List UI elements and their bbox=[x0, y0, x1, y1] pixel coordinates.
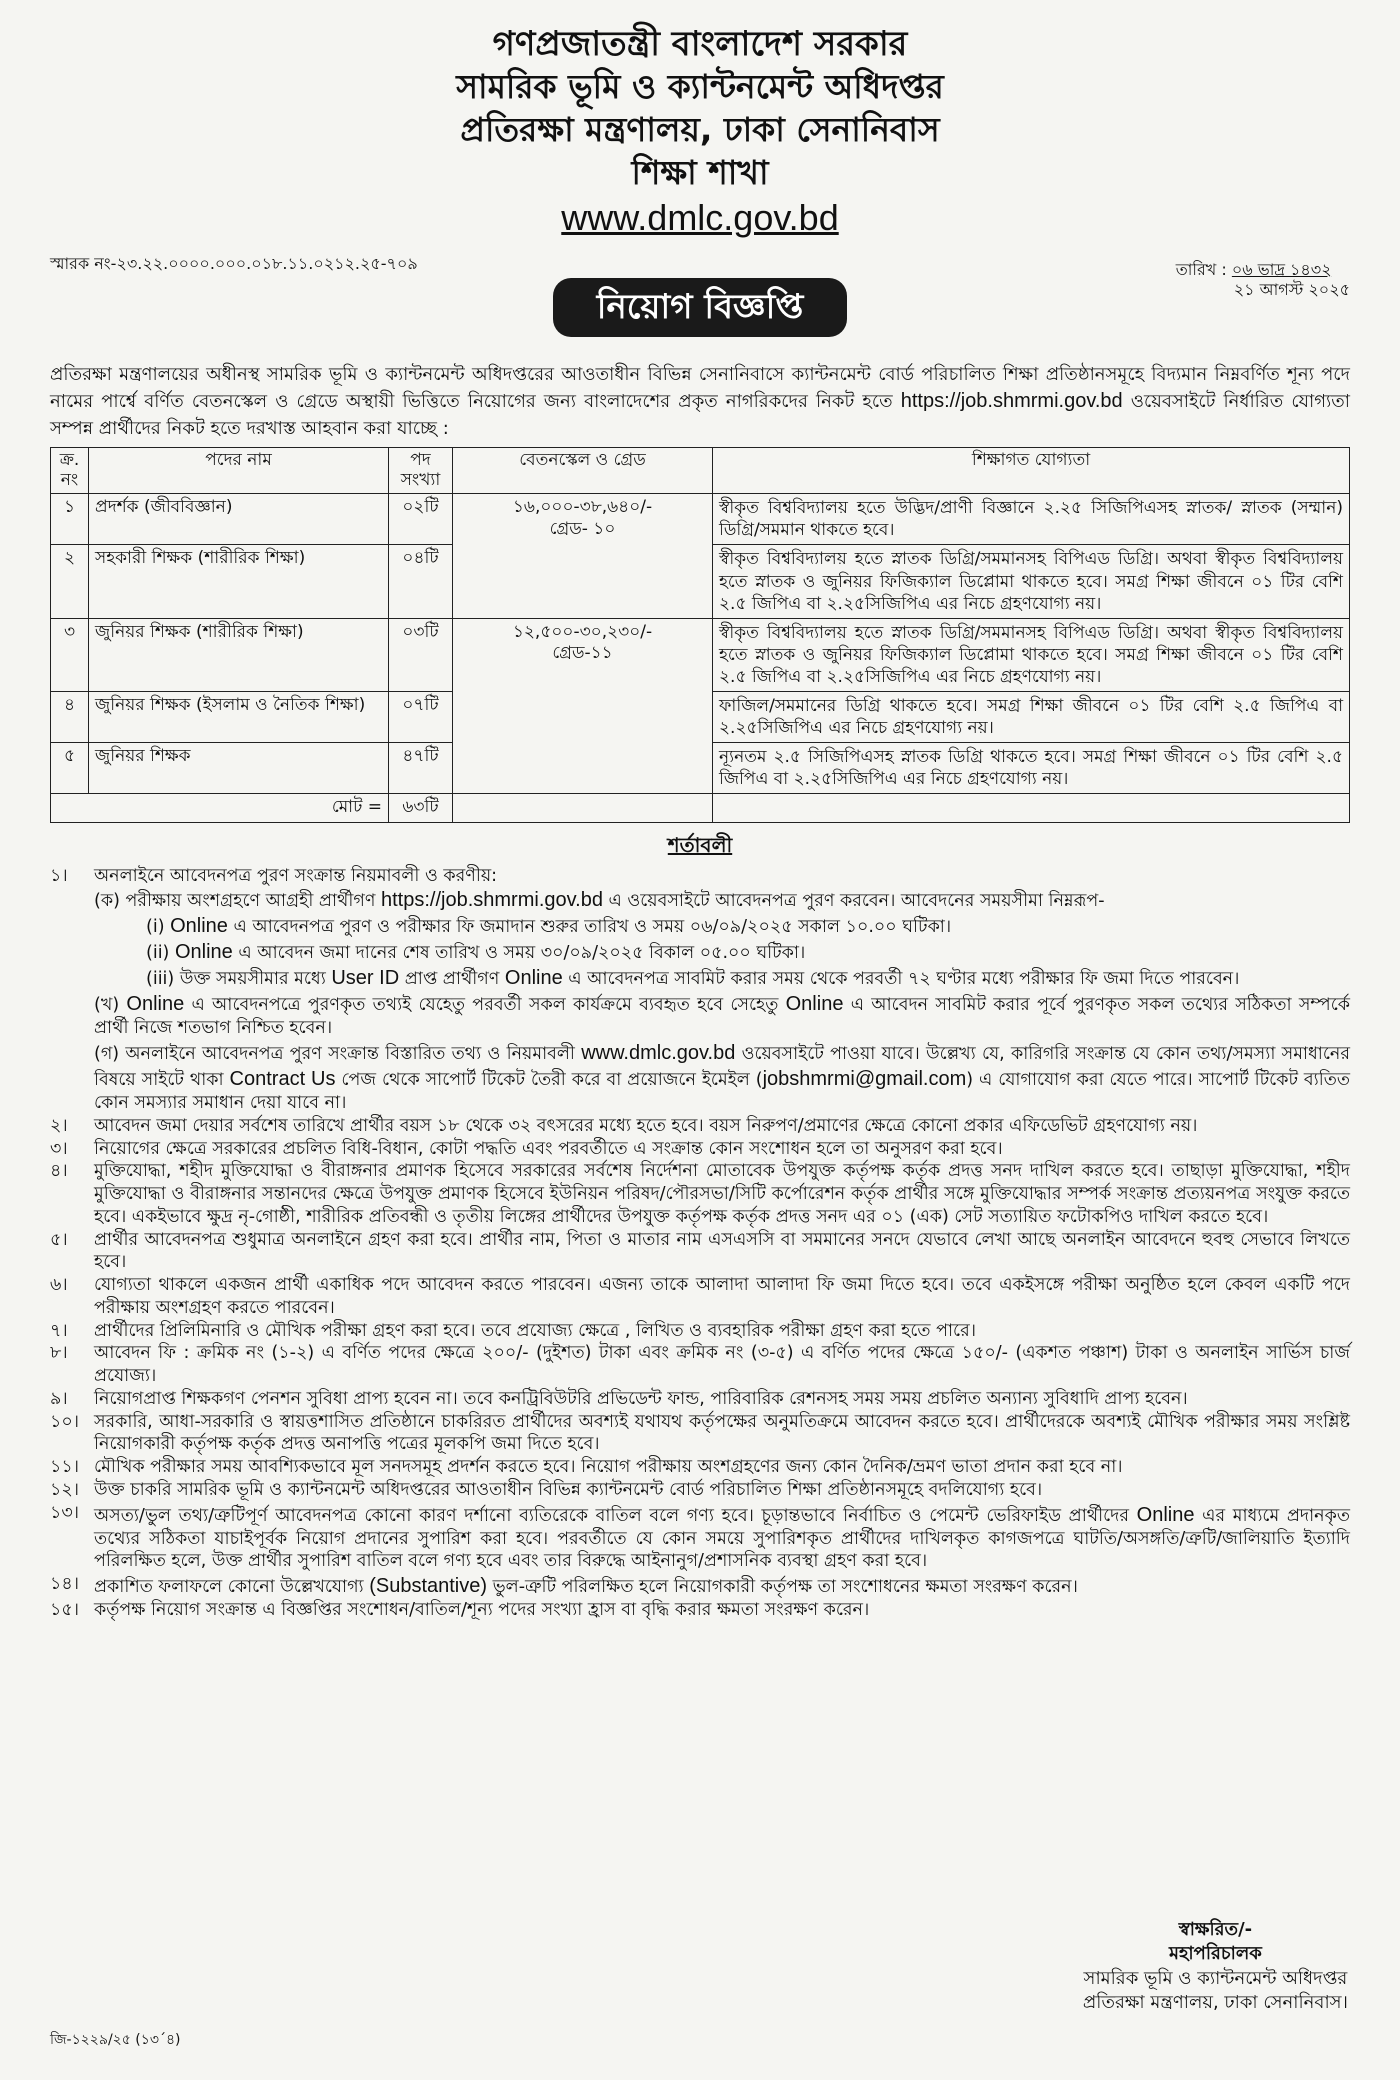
total-empty-scale bbox=[453, 794, 713, 823]
signed-mark: স্বাক্ষরিত/- bbox=[1178, 1919, 1253, 1940]
subitem-text: এ আবেদন জমা দানের শেষ তারিখ ও সময় ৩০/০৯/২০২৫ বিকাল ০৫.০০ ঘটিকা। bbox=[232, 943, 806, 964]
row-post: সহকারী শিক্ষক (শারীরিক শিক্ষা) bbox=[89, 545, 389, 618]
condition-text: মৌখিক পরীক্ষার সময় আবশ্যিকভাবে মূল সনদসমূহ প্রদর্শন করতে হবে। নিয়োগ পরীক্ষায় অংশগ্রহণের জন্য কোন দৈনিক/ভ্রমণ ভাতা প্রদান করা হবে না। bbox=[94, 1457, 1123, 1478]
support-email[interactable]: jobshmrmi@gmail.com bbox=[762, 1068, 967, 1091]
condition-text: আবেদন জমা দেয়ার সর্বশেষ তারিখে প্রার্থীর বয়স ১৮ থেকে ৩২ বৎসরের মধ্যে হতে হবে। বয়স নিরুপণ/প্রমাণের ক্ষেত্রে কোনো প্রকার এফিডেভিট গ্রহণযোগ্য নয়। bbox=[94, 1115, 1198, 1136]
subitem-number: (iii) bbox=[146, 969, 175, 990]
condition-item bbox=[50, 1456, 1350, 1479]
intro-text: প্রতিরক্ষা মন্ত্রণালয়ের অধীনস্থ সামরিক ভূমি ও ক্যান্টনমেন্ট অধিদপ্তরের আওতাধীন বিভিন্ন সেনানিবাসে ক্যান্টনমেন্ট বোর্ড পরিচালিত শিক্ষা প্রতিষ্ঠানসমূহে বিদ্যমান নিম্নবর্ণিত শূন্য পদে নামের পার্শ্বে বর্ণিত বেতনস্কেল ও গ্রেডে অস্থায়ী ভিত্তিতে নিয়োগের জন্য বাংলাদেশের প্রকৃত নাগরিকদের নিকট হতে bbox=[50, 363, 1350, 413]
condition-number: ১। bbox=[50, 865, 68, 886]
total-empty-qualification bbox=[713, 794, 1350, 823]
subitem-number: (ii) bbox=[146, 943, 170, 964]
condition-number: ৯। bbox=[50, 1388, 68, 1409]
row-qualification: ন্যূনতম ২.৫ সিজিপিএসহ স্নাতক ডিগ্রি থাকতে হবে। সমগ্র শিক্ষা জীবনে ০১ টির বেশি ২.৫ জিপিএ বা ২.২৫সিজিপিএ এর নিচে গ্রহণযোগ্য নয়। bbox=[713, 743, 1350, 794]
condition-number: ১৩। bbox=[50, 1502, 79, 1523]
condition-text: যোগ্যতা থাকলে একজন প্রার্থী একাধিক পদে আবেদন করতে পারবেন। এজন্য তাকে আলাদা আলাদা ফি জমা দিতে হবে। তবে একইসঙ্গে পরীক্ষা অনুষ্ঠিত হলে কেবল একটি পদে পরীক্ষায় অংশগ্রহণ করতে পারবেন। bbox=[94, 1275, 1350, 1318]
row-qualification: স্বীকৃত বিশ্ববিদ্যালয় হতে স্নাতক ডিগ্রি/সমমানসহ বিপিএড ডিগ্রি। অথবা স্বীকৃত বিশ্ববিদ্যালয় হতে স্নাতক ও জুনিয়র ফিজিক্যাল ডিপ্লোমা থাকতে হবে। সমগ্র শিক্ষা জীবনে ০১ টির বেশি ২.৫ জিপিএ বা ২.২৫সিজিপিএ এর নিচে গ্রহণযোগ্য নয়। bbox=[713, 545, 1350, 618]
condition-item bbox=[50, 865, 1350, 888]
condition-number: ২। bbox=[50, 1115, 68, 1136]
col-serial: ক্র. নং bbox=[51, 448, 89, 494]
condition-number: ৫। bbox=[50, 1229, 68, 1250]
condition-13-text-after: এর মাধ্যমে প্রদানকৃত তথ্যের সঠিকতা যাচাইপূর্বক নিয়োগ প্রদানের সুপারিশ করা হবে। পরবর্তীতে যে কোন সময়ে সুপারিশকৃত প্রার্থীদের দাখিলকৃত কাগজপত্রে ঘাটতি/অসঙ্গতি/ত্রুটি/জালিয়াতি ইত্যাদি পরিলক্ষিত হলে, উক্ত প্রার্থীর সুপারিশ বাতিল বলে গণ্য হবে এবং তার বিরুদ্ধে আইনানুগ/প্রশাসনিক ব্যবস্থা গ্রহণ করা হবে। bbox=[94, 1505, 1350, 1572]
row-post: জুনিয়র শিক্ষক bbox=[89, 743, 389, 794]
condition-13-text: অসত্য/ভুল তথ্য/ত্রুটিপূর্ণ আবেদনপত্র কোনো কারণ দর্শানো ব্যতিরেকে বাতিল বলে গণ্য হবে। চূড়ান্তভাবে নির্বাচিত ও পেমেন্ট ভেরিফাইড প্রার্থীদের bbox=[94, 1505, 1137, 1526]
scale-value: ১২,৫০০-৩০,২৩০/- bbox=[512, 621, 653, 642]
subitem-text-mid: প্রাপ্ত প্রার্থীগণ bbox=[399, 969, 505, 990]
website-link[interactable]: www.dmlc.gov.bd bbox=[561, 196, 839, 238]
condition-text: সরকারি, আধা-সরকারি ও স্বায়ত্তশাসিত প্রতিষ্ঠানে চাকরিরত প্রার্থীদের অবশ্যই যথাযথ কর্তৃপক্ষের অনুমতিক্রমে আবেদন করতে হবে। প্রার্থীদেরকে অবশ্যই মৌখিক পরীক্ষার সময় সংশ্লিষ্ট নিয়োগকারী কর্তৃপক্ষ কর্তৃক প্রদত্ত অনাপত্তি পত্রের মূলকপি জমা দিতে হবে। bbox=[94, 1411, 1350, 1455]
grade-value: গ্রেড-১১ bbox=[552, 643, 613, 664]
total-label: মোট = bbox=[51, 794, 389, 823]
condition-1b bbox=[50, 991, 1350, 1040]
row-count: ৪৭টি bbox=[389, 743, 453, 794]
table-row bbox=[51, 618, 1350, 691]
condition-1c-text-mid: ওয়েবসাইটে পাওয়া যাবে। উল্লেখ্য যে, কারিগরি সংক্রান্ত যে কোন তথ্য/সমস্যা সমাধানের বিষয়ে সাইটে থাকা bbox=[94, 1044, 1350, 1091]
condition-number: ৬। bbox=[50, 1275, 68, 1296]
online-term: Online bbox=[174, 941, 233, 964]
condition-number: ১১। bbox=[50, 1457, 79, 1478]
condition-1b-text-after: এ আবেদন সাবমিট করার পূর্বে পুরণকৃত সকল তথ্যের সঠিকতা সম্পর্কে প্রার্থী নিজে শতভাগ নিশ্চিত হবেন। bbox=[94, 995, 1350, 1039]
condition-1c-text: (গ) অনলাইনে আবেদনপত্র পুরণ সংক্রান্ত বিস্তারিত তথ্য ও নিয়মাবলী bbox=[94, 1044, 582, 1065]
row-count: ০৭টি bbox=[389, 691, 453, 742]
condition-text: আবেদন ফি : ক্রমিক নং (১-২) এ বর্ণিত পদের ক্ষেত্রে ২০০/- (দুইশত) টাকা এবং ক্রমিক নং (৩-৫) এ বর্ণিত পদের ক্ষেত্রে ১৫০/- (একশত পঞ্চাশ) টাকা ও অনলাইন সার্ভিস চার্জ প্রযোজ্য। bbox=[94, 1343, 1350, 1387]
subitem-number: (i) bbox=[146, 917, 165, 938]
condition-number: ১৫। bbox=[50, 1600, 79, 1621]
online-term: Online bbox=[504, 967, 563, 990]
condition-text bbox=[94, 1573, 1350, 1599]
row-post: জুনিয়র শিক্ষক (শারীরিক শিক্ষা) bbox=[89, 618, 389, 691]
ministry-name: প্রতিরক্ষা মন্ত্রণালয়, ঢাকা সেনানিবাস bbox=[460, 110, 940, 150]
date-bangla: ০৬ ভাদ্র ১৪৩২ bbox=[1231, 259, 1332, 279]
condition-item bbox=[50, 1599, 1350, 1622]
condition-item bbox=[50, 1573, 1350, 1599]
date-block bbox=[1176, 260, 1350, 301]
row-count: ০৪টি bbox=[389, 545, 453, 618]
condition-text: উক্ত চাকরি সামরিক ভূমি ও ক্যান্টনমেন্ট অধিদপ্তরের আওতাধীন বিভিন্ন ক্যান্টনমেন্ট বোর্ড পরিচালিত শিক্ষা প্রতিষ্ঠানসমূহে বদলিযোগ্য হবে। bbox=[94, 1479, 1043, 1500]
condition-number: ১২। bbox=[50, 1479, 79, 1500]
condition-text: অনলাইনে আবেদনপত্র পুরণ সংক্রান্ত নিয়মাবলী ও করণীয়: bbox=[94, 865, 498, 886]
online-term: Online bbox=[170, 915, 228, 938]
intro-paragraph bbox=[50, 362, 1350, 441]
row-qualification: স্বীকৃত বিশ্ববিদ্যালয় হতে স্নাতক ডিগ্রি/সমমানসহ বিপিএড ডিগ্রি। অথবা স্বীকৃত বিশ্ববিদ্যালয় হতে স্নাতক ও জুনিয়র ফিজিক্যাল ডিপ্লোমা থাকতে হবে। সমগ্র শিক্ষা জীবনে ০১ টির বেশি ২.৫ জিপিএ বা ২.২৫সিজিপিএ এর নিচে গ্রহণযোগ্য নয়। bbox=[713, 618, 1350, 691]
row-serial: ১ bbox=[51, 494, 89, 545]
table-total-row bbox=[51, 794, 1350, 823]
row-serial: ৩ bbox=[51, 618, 89, 691]
condition-1a-text-after: এ ওয়েবসাইটে আবেদনপত্র পুরণ করবেন। আবেদনের সময়সীমা নিম্নরূপ- bbox=[602, 891, 1105, 912]
row-scale-grade11 bbox=[453, 618, 713, 794]
header bbox=[50, 22, 1350, 242]
condition-1b-label: (খ) bbox=[94, 995, 127, 1016]
condition-number: ৭। bbox=[50, 1320, 68, 1341]
condition-1a-text: (ক) পরীক্ষায় অংশগ্রহণে আগ্রহী প্রার্থীগণ bbox=[94, 891, 381, 912]
condition-14-text: প্রকাশিত ফলাফলে কোনো উল্লেখযোগ্য bbox=[94, 1577, 370, 1598]
condition-1c-text-after: ) এ যোগাযোগ করা যেতে পারে। সাপোর্ট টিকেট ব্যতিত কোন সমস্যার সমাধান দেয়া যাবে না। bbox=[94, 1070, 1350, 1114]
condition-number: ৩। bbox=[50, 1138, 68, 1159]
row-post: প্রদর্শক (জীববিজ্ঞান) bbox=[89, 494, 389, 545]
condition-item bbox=[50, 1160, 1350, 1228]
contract-us-term: Contract Us bbox=[229, 1068, 336, 1091]
condition-text: কর্তৃপক্ষ নিয়োগ সংক্রান্ত এ বিজ্ঞপ্তির সংশোধন/বাতিল/শূন্য পদের সংখ্যা হ্রাস বা বৃদ্ধি করার ক্ষমতা সংরক্ষণ করেন। bbox=[94, 1600, 870, 1621]
row-count: ০৩টি bbox=[389, 618, 453, 691]
job-portal-link[interactable]: https://job.shmrmi.gov.bd bbox=[381, 889, 603, 912]
user-id-term: User ID bbox=[331, 967, 400, 990]
row-serial: ২ bbox=[51, 545, 89, 618]
row-serial: ৫ bbox=[51, 743, 89, 794]
condition-item bbox=[50, 1502, 1350, 1574]
grade-value: গ্রেড- ১০ bbox=[549, 518, 616, 539]
job-portal-link[interactable]: https://job.shmrmi.gov.bd bbox=[900, 390, 1123, 413]
condition-1a-iii bbox=[50, 965, 1350, 991]
condition-1b-text: এ আবেদনপত্রে পুরণকৃত তথ্যই যেহেতু পরবর্তী সকল কার্যক্রমে ব্যবহৃত হবে সেহেতু bbox=[184, 995, 786, 1016]
govt-name: গণপ্রজাতন্ত্রী বাংলাদেশ সরকার bbox=[492, 24, 908, 64]
vacancy-table bbox=[50, 447, 1350, 823]
row-scale-grade10 bbox=[453, 494, 713, 618]
condition-text bbox=[94, 1502, 1350, 1574]
condition-1a-i bbox=[50, 913, 1350, 939]
condition-1c bbox=[50, 1040, 1350, 1115]
col-count: পদ সংখ্যা bbox=[389, 448, 453, 494]
subitem-text-after: এ আবেদনপত্র সাবমিট করার সময় থেকে পরবর্তী ৭২ ঘণ্টার মধ্যে পরীক্ষার ফি জমা দিতে পারবেন। bbox=[562, 969, 1240, 990]
conditions-list bbox=[50, 865, 1350, 1622]
condition-number: ৮। bbox=[50, 1343, 68, 1364]
row-qualification: ফাজিল/সমমানের ডিগ্রি থাকতে হবে। সমগ্র শিক্ষা জীবনে ০১ টির বেশি ২.৫ জিপিএ বা ২.২৫সিজিপিএ এর নিচে গ্রহণযোগ্য নয়। bbox=[713, 691, 1350, 742]
website-link[interactable]: www.dmlc.gov.bd bbox=[581, 1042, 736, 1065]
signatory-org: সামরিক ভূমি ও ক্যান্টনমেন্ট অধিদপ্তর bbox=[1083, 1967, 1348, 1989]
row-post: জুনিয়র শিক্ষক (ইসলাম ও নৈতিক শিক্ষা) bbox=[89, 691, 389, 742]
col-scale: বেতনস্কেল ও গ্রেড bbox=[453, 448, 713, 494]
col-qualification: শিক্ষাগত যোগ্যতা bbox=[713, 448, 1350, 494]
date-english: ২১ আগস্ট ২০২৫ bbox=[1233, 280, 1350, 300]
footer-code: জি-১২২৯/২৫ (১৩´৪) bbox=[50, 2032, 181, 2048]
condition-item bbox=[50, 1115, 1350, 1138]
table-header-row bbox=[51, 448, 1350, 494]
notice-title-banner: নিয়োগ বিজ্ঞপ্তি bbox=[553, 278, 848, 338]
signature-block bbox=[1083, 1918, 1348, 2015]
condition-text: প্রার্থীদের প্রিলিমিনারি ও মৌখিক পরীক্ষা গ্রহণ করা হবে। তবে প্রযোজ্য ক্ষেত্রে , লিখিত ও ব্যবহারিক পরীক্ষা গ্রহণ করা হতে পারে। bbox=[94, 1320, 976, 1341]
row-qualification: স্বীকৃত বিশ্ববিদ্যালয় হতে উদ্ভিদ/প্রাণী বিজ্ঞানে ২.২৫ সিজিপিএসহ স্নাতক/ স্নাতক (সম্মান) ডিগ্রি/সমমান থাকতে হবে। bbox=[713, 494, 1350, 545]
condition-number: ৪। bbox=[50, 1161, 68, 1182]
row-serial: ৪ bbox=[51, 691, 89, 742]
condition-item bbox=[50, 1479, 1350, 1502]
condition-item bbox=[50, 1229, 1350, 1275]
condition-number: ১০। bbox=[50, 1411, 79, 1432]
date-label: তারিখ : bbox=[1175, 259, 1227, 279]
condition-item bbox=[50, 1320, 1350, 1343]
memo-number: স্মারক নং-২৩.২২.০০০০.০০০.০১৮.১১.০২১২.২৫-৭০৯ bbox=[50, 253, 418, 273]
row-count: ০২টি bbox=[389, 494, 453, 545]
condition-1c-text-mid2: পেজ থেকে সাপোর্ট টিকেট তৈরী করে বা প্রয়োজনে ইমেইল ( bbox=[335, 1070, 763, 1091]
substantive-term: (Substantive) bbox=[369, 1575, 488, 1598]
scale-value: ১৬,০০০-৩৮,৬৪০/- bbox=[512, 497, 653, 518]
online-term: Online bbox=[785, 993, 844, 1016]
condition-number: ১৪। bbox=[50, 1574, 79, 1595]
condition-item bbox=[50, 1388, 1350, 1411]
condition-1a-ii bbox=[50, 939, 1350, 965]
table-row bbox=[51, 494, 1350, 545]
intro-text-after: ওয়েবসাইটে নির্ধারিত যোগ্যতা সম্পন্ন প্রার্থীদের নিকট হতে দরখাস্ত আহবান করা যাচ্ছে : bbox=[50, 391, 1350, 439]
condition-item bbox=[50, 1411, 1350, 1457]
col-post: পদের নাম bbox=[89, 448, 389, 494]
signatory-title: মহাপরিচালক bbox=[1168, 1943, 1262, 1965]
total-value: ৬৩টি bbox=[389, 794, 453, 823]
condition-text: মুক্তিযোদ্ধা, শহীদ মুক্তিযোদ্ধা ও বীরাঙ্গনার প্রমাণক হিসেবে সরকারের সর্বশেষ নির্দেশনা মোতাবেক উপযুক্ত কর্তৃপক্ষ কর্তৃক প্রদত্ত সনদ দাখিল করতে হবে। তাছাড়া মুক্তিযোদ্ধা, শহীদ মুক্তিযোদ্ধা ও বীরাঙ্গনার সন্তানদের ক্ষেত্রে উপযুক্ত প্রমাণক হিসেবে ইউনিয়ন পরিষদ/পৌরসভা/সিটি কর্পোরেশন কর্তৃক প্রার্থীর সঙ্গে মুক্তিযোদ্ধার সম্পর্ক সংক্রান্ত প্রত্যয়নপত্র সংযুক্ত করতে হবে। একইভাবে ক্ষুদ্র নৃ-গোষ্ঠী, শারীরিক প্রতিবন্ধী ও তৃতীয় লিঙ্গের প্রার্থীদের উপযুক্ত কর্তৃপক্ষ কর্তৃক প্রদত্ত সনদ এর ০১ (এক) সেট সত্যায়িত ফটোকপিও দাখিল করতে হবে। bbox=[94, 1161, 1350, 1227]
online-term: Online bbox=[126, 993, 185, 1016]
condition-text: নিয়োগের ক্ষেত্রে সরকারের প্রচলিত বিধি-বিধান, কোটা পদ্ধতি এবং পরবর্তীতে এ সংক্রান্ত কোন সংশোধন হলে তা অনুসরণ করা হবে। bbox=[94, 1138, 1003, 1159]
reference-row bbox=[50, 248, 1350, 322]
department-name: সামরিক ভূমি ও ক্যান্টনমেন্ট অধিদপ্তর bbox=[456, 67, 944, 107]
conditions-title: শর্তাবলী bbox=[667, 833, 733, 858]
condition-1a bbox=[50, 887, 1350, 913]
subitem-text: উক্ত সময়সীমার মধ্যে bbox=[179, 969, 332, 990]
condition-14-text-after: ভুল-ত্রুটি পরিলক্ষিত হলে নিয়োগকারী কর্তৃপক্ষ তা সংশোধনের ক্ষমতা সংরক্ষণ করেন। bbox=[487, 1577, 1078, 1598]
signatory-place: প্রতিরক্ষা মন্ত্রণালয়, ঢাকা সেনানিবাস। bbox=[1082, 1991, 1348, 2013]
condition-item bbox=[50, 1342, 1350, 1388]
condition-text: প্রার্থীর আবেদনপত্র শুধুমাত্র অনলাইনে গ্রহণ করা হবে। প্রার্থীর নাম, পিতা ও মাতার নাম এসএসসি বা সমমানের সনদে যেভাবে লেখা আছে অনলাইন আবেদনে হুবহু সেভাবে লিখতে হবে। bbox=[94, 1229, 1350, 1273]
online-term: Online bbox=[1136, 1503, 1195, 1526]
condition-item bbox=[50, 1274, 1350, 1320]
subitem-text: এ আবেদনপত্র পুরণ ও পরীক্ষার ফি জমাদান শুরুর তারিখ ও সময় ০৬/০৯/২০২৫ সকাল ১০.০০ ঘটিকা। bbox=[227, 917, 952, 938]
section-name: শিক্ষা শাখা bbox=[631, 152, 769, 192]
condition-text: নিয়োগপ্রাপ্ত শিক্ষকগণ পেনশন সুবিধা প্রাপ্য হবেন না। তবে কনট্রিবিউটরি প্রভিডেন্ট ফান্ড, পারিবারিক রেশনসহ সময় সময় প্রচলিত অন্যান্য সুবিধাদি প্রাপ্য হবেন। bbox=[94, 1388, 1188, 1409]
condition-item bbox=[50, 1138, 1350, 1161]
